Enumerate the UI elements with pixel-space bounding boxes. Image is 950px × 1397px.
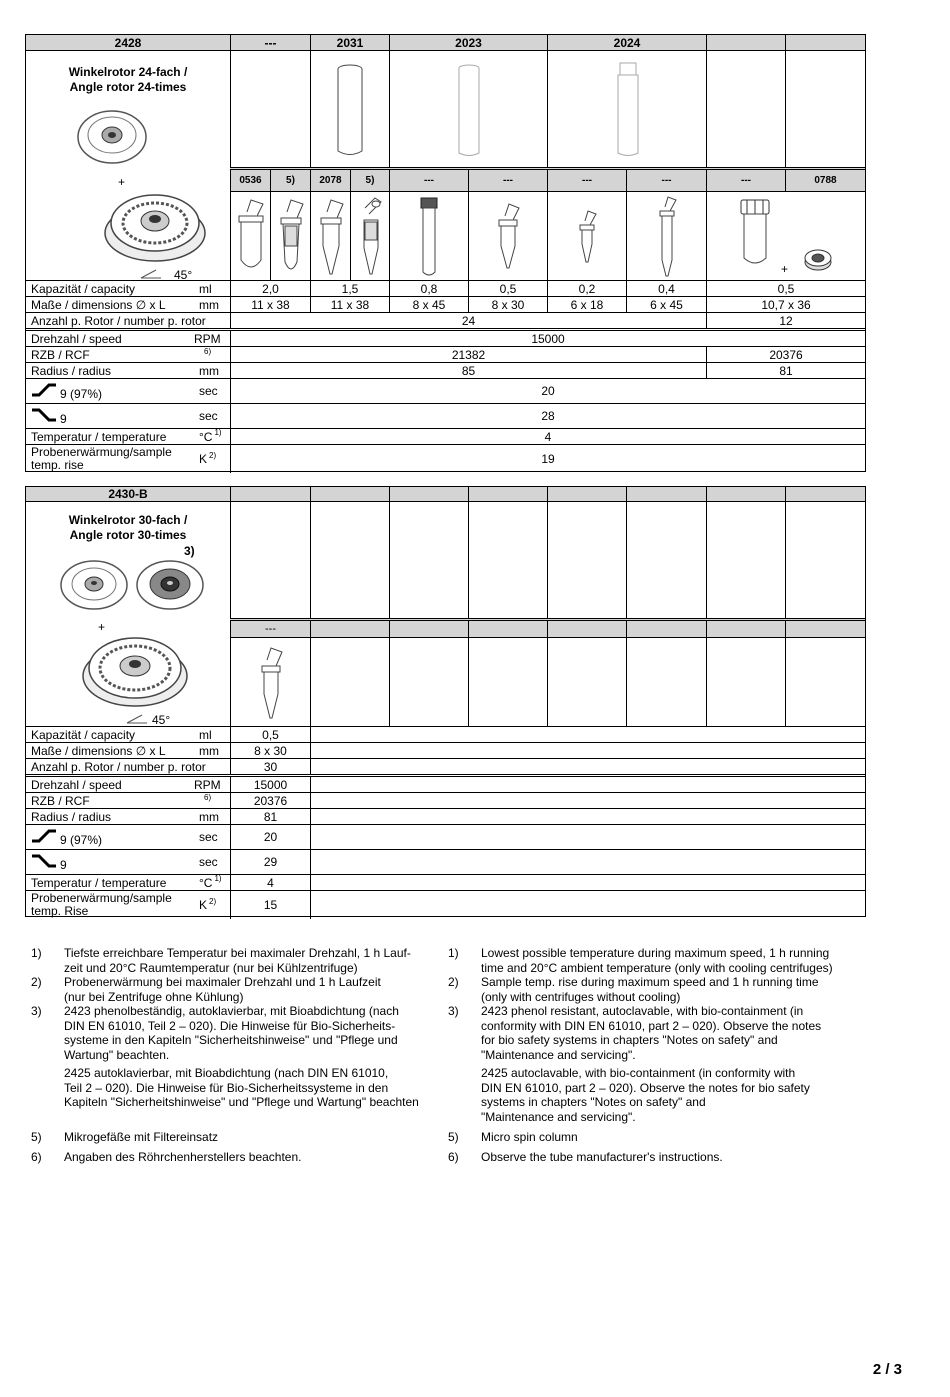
row-rcf <box>26 347 865 363</box>
cell-value <box>310 759 865 774</box>
cell-value <box>310 825 865 849</box>
tube-code: --- <box>230 621 310 637</box>
rotor-lid-dark-icon <box>134 558 206 612</box>
angle-label: 45° <box>174 268 193 282</box>
row-unit <box>199 429 222 444</box>
row-temperature <box>26 875 865 891</box>
microtube-05ml-icon <box>257 646 285 722</box>
tube-pic-cell <box>389 192 468 280</box>
row-unit: mm <box>199 809 219 824</box>
tube-pic-cell <box>389 638 468 726</box>
row-unit: ml <box>199 281 212 296</box>
row-speed <box>26 331 865 347</box>
footnote-number: 3) <box>31 1004 42 1018</box>
plus-sign: + <box>98 620 106 634</box>
cell-value <box>310 891 865 919</box>
tube-pic-cell <box>626 502 706 618</box>
footnote-number: 1) <box>448 946 459 960</box>
header-col <box>310 487 389 501</box>
row-unit: sec <box>199 384 218 398</box>
row-label: Drehzahl / speed <box>31 777 122 792</box>
tube-2031-icon <box>335 63 365 159</box>
tube-pic-cell <box>547 51 706 167</box>
rotor-body-icon <box>80 630 190 710</box>
tube-pic-cell <box>310 502 389 618</box>
tube-pic-cell <box>389 502 468 618</box>
footnote-text: Mikrogefäße mit Filtereinsatz <box>64 1130 219 1144</box>
tube-code: 5) <box>270 170 310 191</box>
footnote-text: Angaben des Röhrchenherstellers beachten. <box>64 1150 302 1164</box>
footnote-number: 2) <box>448 975 459 989</box>
row-capacity <box>26 727 865 743</box>
header-col: --- <box>230 35 310 50</box>
cell-value: 4 <box>230 429 865 444</box>
microtube-2ml-icon <box>237 198 265 276</box>
tube-pic-cell <box>350 192 389 280</box>
row-unit: mm <box>199 297 219 312</box>
rotor-title-en: Angle rotor 30-times <box>69 528 187 542</box>
tube-pic-cell <box>310 192 350 280</box>
cell-value: 24 <box>230 313 706 328</box>
cell-value: 8 x 45 <box>389 297 468 312</box>
tube-2024-icon <box>614 61 642 159</box>
row-label-line: temp. Rise <box>31 904 89 918</box>
row-label: Anzahl p. Rotor / number p. rotor <box>31 759 206 774</box>
tube-pic-cell <box>626 192 706 280</box>
tube-code: 0536 <box>230 170 270 191</box>
page-number: 2 / 3 <box>872 1361 902 1378</box>
row-unit <box>199 875 222 890</box>
footnote-text: Tiefste erreichbare Temperatur bei maximaler Drehzahl, 1 h Lauf- zeit und 20°C Raumtemperatur (nur bei Kühlzentrifuge) <box>64 946 411 975</box>
rotor-title-de: Winkelrotor 30-fach / <box>68 513 188 527</box>
footnote-text: 2423 phenolbeständig, autoklavierbar, mit Bioabdichtung (nach DIN EN 61010, Teil 2 – 020). Die Hinweise für Bio-Sicherheits- systeme in den Kapiteln "Sicherheitshinweise" und "Pflege und Wartung" beachten. <box>64 1004 399 1062</box>
footnote-ref: 2) <box>209 450 217 460</box>
footnote-text: Probenerwärmung bei maximaler Drehzahl und 1 h Laufzeit (nur bei Zentrifuge ohne Kühlung) <box>64 975 381 1004</box>
row-unit: mm <box>199 363 219 378</box>
microtube-08ml-icon <box>418 196 440 278</box>
cell-value <box>310 777 865 792</box>
spin-column-icon <box>277 196 305 278</box>
acceleration-ramp-icon <box>31 829 57 843</box>
cell-value: 20 <box>230 379 865 403</box>
header-col <box>389 487 468 501</box>
spin-column-icon <box>357 196 385 278</box>
tube-code: --- <box>547 170 626 191</box>
cell-value: 19 <box>230 445 865 473</box>
footnote-ref: 6) <box>204 347 212 356</box>
cell-value <box>310 743 865 758</box>
header-col: 2024 <box>547 35 706 50</box>
tube-code <box>706 621 785 637</box>
acceleration-ramp-icon <box>31 383 57 397</box>
row-number <box>26 759 865 777</box>
tube-code: 0788 <box>785 170 865 191</box>
row-label: Anzahl p. Rotor / number p. rotor <box>31 313 206 328</box>
angle-icon <box>140 269 162 279</box>
row-capacity <box>26 281 865 297</box>
footnote-number: 5) <box>448 1130 459 1144</box>
row-label: 9 <box>60 412 67 426</box>
rotor-table-2428 <box>25 34 866 472</box>
footnote-text: 2425 autoklavierbar, mit Bioabdichtung (nach DIN EN 61010, Teil 2 – 020). Die Hinweise für Bio-Sicherheitssysteme in den Kapiteln "Sicherheitshinweise" und "Pflege und Wartung" beachten <box>64 1066 419 1109</box>
unit-text: K <box>199 452 208 466</box>
tube-pic-cell <box>468 638 547 726</box>
footnote-ref: 6) <box>204 793 212 802</box>
microtube-15ml-icon <box>317 196 345 278</box>
tube-code: --- <box>626 170 706 191</box>
footnote-number: 1) <box>31 946 42 960</box>
cell-value: 4 <box>230 875 310 890</box>
cell-value: 20376 <box>706 347 865 362</box>
row-rcf <box>26 793 865 809</box>
microtube-04ml-icon <box>655 196 679 278</box>
row-label <box>31 892 172 918</box>
angle-icon <box>126 714 148 724</box>
tube-pic-cell <box>785 638 865 726</box>
cell-value <box>310 875 865 890</box>
deceleration-ramp-icon <box>31 854 57 868</box>
cell-value: 29 <box>230 850 310 874</box>
cell-value: 0,5 <box>706 281 865 296</box>
row-number <box>26 313 865 331</box>
row-label-line: Probenerwärmung/sample <box>31 891 172 905</box>
header-col <box>706 35 785 50</box>
microtube-05ml-icon <box>495 202 521 272</box>
tube-pic-cell <box>270 192 310 280</box>
row-label: Drehzahl / speed <box>31 331 122 346</box>
plus-sign: + <box>781 262 789 276</box>
tube-code <box>310 621 389 637</box>
cell-value: 15 <box>230 891 310 919</box>
row-dimensions <box>26 743 865 759</box>
row-label: Kapazität / capacity <box>31 727 136 742</box>
header-col: 2023 <box>389 35 547 50</box>
header-col <box>785 35 865 50</box>
cell-value: 20 <box>230 825 310 849</box>
deceleration-ramp-icon <box>31 408 57 422</box>
row-label-line: Probenerwärmung/sample <box>31 445 172 459</box>
table-header-row <box>26 35 865 51</box>
rotor-illustration-cell <box>26 502 230 726</box>
cell-value: 11 x 38 <box>310 297 389 312</box>
image-block <box>26 502 865 727</box>
rotor-table-2430b <box>25 486 866 917</box>
tube-code <box>547 621 626 637</box>
header-col <box>468 487 547 501</box>
image-block <box>26 51 865 281</box>
row-label: Radius / radius <box>31 809 112 824</box>
tube-code: --- <box>468 170 547 191</box>
row-temp-rise <box>26 445 865 473</box>
footnote-number: 3) <box>448 1004 459 1018</box>
tube-2023-icon <box>456 63 482 159</box>
cell-value: 30 <box>230 759 310 774</box>
rotor-body-icon <box>102 185 208 265</box>
header-col <box>785 487 865 501</box>
row-unit: sec <box>199 855 218 869</box>
cell-value: 81 <box>706 363 865 378</box>
rotor-title-de: Winkelrotor 24-fach / <box>68 65 188 79</box>
header-rotor-code: 2430-B <box>108 487 148 501</box>
row-deceleration <box>26 404 865 429</box>
cell-value: 6 x 18 <box>547 297 626 312</box>
cell-value: 10,7 x 36 <box>706 297 865 312</box>
tube-code <box>626 621 706 637</box>
tube-pic-cell <box>389 51 547 167</box>
tube-pic-cell <box>626 638 706 726</box>
unit-text: °C <box>199 875 213 890</box>
footnote-ref: 1) <box>214 874 222 883</box>
row-deceleration <box>26 850 865 875</box>
tube-code-row <box>230 618 865 638</box>
cell-value: 85 <box>230 363 706 378</box>
cell-value: 0,5 <box>230 727 310 742</box>
tube-code-row <box>230 167 865 192</box>
cell-value <box>310 850 865 874</box>
row-label <box>31 446 172 472</box>
cell-value: 0,4 <box>626 281 706 296</box>
row-label: 9 <box>60 858 67 872</box>
plus-sign: + <box>118 175 126 189</box>
row-unit: RPM <box>194 777 221 792</box>
header-col <box>230 487 310 501</box>
tube-pic-cell <box>547 638 626 726</box>
cell-value <box>310 809 865 824</box>
cell-value: 15000 <box>230 777 310 792</box>
header-col <box>547 487 626 501</box>
row-radius <box>26 809 865 825</box>
footnote-text: Observe the tube manufacturer's instructions. <box>481 1150 723 1164</box>
row-unit: RPM <box>194 331 221 346</box>
footnote-ref: 3) <box>184 544 195 558</box>
rotor-lid-icon <box>58 558 130 612</box>
header-col <box>706 487 785 501</box>
tube-code: --- <box>706 170 785 191</box>
row-unit: sec <box>199 409 218 423</box>
tube-pic-cell <box>547 502 626 618</box>
tube-pic-cell <box>230 51 310 167</box>
row-unit <box>199 891 216 919</box>
cell-value: 28 <box>230 404 865 428</box>
row-unit: ml <box>199 727 212 742</box>
cell-value: 6 x 45 <box>626 297 706 312</box>
tube-pic-cell <box>230 192 270 280</box>
footnote-text: Lowest possible temperature during maximum speed, 1 h running time and 20°C ambient temperature (only with cooling centrifuges) <box>481 946 833 975</box>
unit-text: °C <box>199 429 213 444</box>
header-col <box>626 487 706 501</box>
row-speed <box>26 777 865 793</box>
cell-value: 20376 <box>230 793 310 808</box>
row-acceleration <box>26 825 865 850</box>
footnote-text: 2425 autoclavable, with bio-containment (in conformity with DIN EN 61010, part 2 – 020). Observe the notes for bio safety systems in chapters "Notes on safety" and "Maintenance and servicing". <box>481 1066 810 1124</box>
cell-value: 11 x 38 <box>230 297 310 312</box>
cell-value: 1,5 <box>310 281 389 296</box>
tube-pic-cell <box>468 192 547 280</box>
cell-value: 0,5 <box>468 281 547 296</box>
tube-pic-cell <box>706 51 785 167</box>
cell-value <box>310 793 865 808</box>
row-label: Kapazität / capacity <box>31 281 136 296</box>
tube-pic-cell <box>230 502 310 618</box>
footnote-ref: 1) <box>214 428 222 437</box>
cell-value: 81 <box>230 809 310 824</box>
row-unit <box>199 445 216 473</box>
footnote-number: 5) <box>31 1130 42 1144</box>
cell-value: 8 x 30 <box>230 743 310 758</box>
row-label-line: temp. rise <box>31 458 84 472</box>
table-header-row <box>26 487 865 502</box>
rotor-lid-icon <box>74 107 150 167</box>
tube-pic-cell <box>785 502 865 618</box>
microtube-02ml-icon <box>576 210 598 266</box>
footnotes-german <box>31 946 451 1176</box>
tube-code <box>785 621 865 637</box>
row-temperature <box>26 429 865 445</box>
tube-pic-cell <box>310 638 389 726</box>
row-label: RZB / RCF <box>31 347 90 362</box>
header-rotor-code: 2428 <box>114 35 142 50</box>
footnote-text: Micro spin column <box>481 1130 578 1144</box>
cell-value: 8 x 30 <box>468 297 547 312</box>
adapter-ring-icon <box>803 248 833 272</box>
tube-pic-cell <box>706 638 785 726</box>
tube-pic-cell <box>230 638 310 726</box>
rotor-illustration-cell <box>26 51 230 280</box>
tube-code <box>389 621 468 637</box>
row-label: Radius / radius <box>31 363 112 378</box>
footnotes-english <box>448 946 888 1176</box>
row-label: Temperatur / temperature <box>31 429 167 444</box>
rotor-title-en: Angle rotor 24-times <box>69 80 187 94</box>
cell-value: 0,8 <box>389 281 468 296</box>
tube-code: --- <box>389 170 468 191</box>
tube-pictures-lower <box>230 192 865 280</box>
footnote-number: 2) <box>31 975 42 989</box>
footnote-text: 2423 phenol resistant, autoclavable, with bio-containment (in conformity with DIN EN 61010, part 2 – 020). Observe the notes for bio safety systems in chapters "Notes on safety" and "Maintenance and servicing". <box>481 1004 822 1062</box>
row-label: RZB / RCF <box>31 793 90 808</box>
tube-pic-cell <box>706 502 785 618</box>
footnote-number: 6) <box>448 1150 459 1164</box>
row-label: 9 (97%) <box>60 833 103 847</box>
unit-text: K <box>199 898 208 912</box>
tube-pic-cell <box>468 502 547 618</box>
footnote-text: Sample temp. rise during maximum speed and 1 h running time (only with centrifuges without cooling) <box>481 975 819 1004</box>
header-col: 2031 <box>310 35 389 50</box>
row-label: Maße / dimensions ∅ x L <box>31 297 166 312</box>
row-temp-rise <box>26 891 865 919</box>
row-label: 9 (97%) <box>60 387 103 401</box>
tube-pictures-lower <box>230 638 865 726</box>
tube-code <box>468 621 547 637</box>
row-label: Maße / dimensions ∅ x L <box>31 743 166 758</box>
tube-pic-cell <box>785 51 865 167</box>
row-unit: mm <box>199 743 219 758</box>
tube-code: 2078 <box>310 170 350 191</box>
tube-pic-cell <box>310 51 389 167</box>
tube-pic-cell <box>706 192 865 280</box>
angle-label: 45° <box>152 713 171 727</box>
row-radius <box>26 363 865 379</box>
screw-cap-tube-icon <box>737 198 773 268</box>
footnote-number: 6) <box>31 1150 42 1164</box>
row-unit: sec <box>199 830 218 844</box>
row-label: Temperatur / temperature <box>31 875 167 890</box>
cell-value: 2,0 <box>230 281 310 296</box>
cell-value: 21382 <box>230 347 706 362</box>
cell-value: 15000 <box>230 331 865 346</box>
tube-code: 5) <box>350 170 389 191</box>
footnote-ref: 2) <box>209 896 217 906</box>
tube-pic-cell <box>547 192 626 280</box>
row-acceleration <box>26 379 865 404</box>
cell-value: 12 <box>706 313 865 328</box>
cell-value <box>310 727 865 742</box>
cell-value: 0,2 <box>547 281 626 296</box>
row-dimensions <box>26 297 865 313</box>
